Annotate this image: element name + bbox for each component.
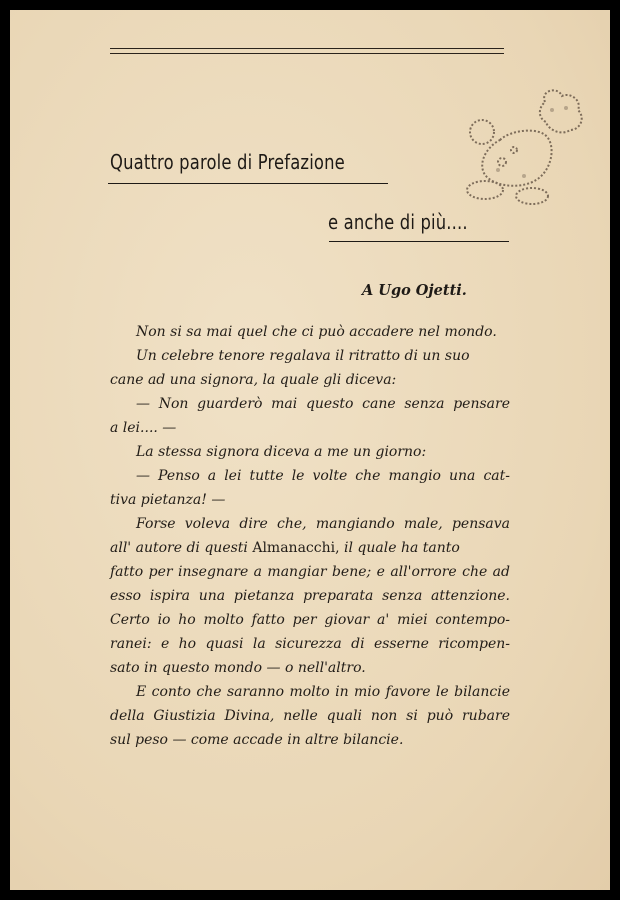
text-line: esso ispira una pietanza preparata senza attenzione. (110, 588, 510, 604)
text-line: sato in questo mondo — o nell'altro. (110, 660, 366, 676)
text-span: all' autore di questi (110, 540, 253, 556)
heading-line-1: Quattro parole di Prefazione (110, 150, 345, 174)
text-span: il quale ha tanto (339, 540, 460, 556)
text-line: Un celebre tenore regalava il ritratto di un suo (136, 348, 470, 364)
heading-underline-2 (329, 241, 509, 242)
body-text (110, 320, 510, 752)
dedication: A Ugo Ojetti. (362, 282, 467, 299)
text-line: Forse voleva dire che, mangiando male, pensava (136, 516, 510, 532)
text-line: fatto per insegnare a mangiar bene; e all'orrore che ad (110, 564, 510, 580)
text-line: cane ad una signora, la quale gli diceva: (110, 372, 397, 388)
text-line: — Non guarderò mai questo cane senza pensare (136, 396, 510, 412)
book-page (10, 10, 610, 890)
text-line: Certo io ho molto fatto per giovar a' miei contempo- (110, 612, 510, 628)
text-line: Non si sa mai quel che ci può accadere nel mondo. (136, 324, 497, 340)
text-line: tiva pietanza! — (110, 492, 226, 508)
text-line: ranei: e ho quasi la sicurezza di esserne ricompen- (110, 636, 510, 652)
text-line: — Penso a lei tutte le volte che mangio una cat- (136, 468, 510, 484)
dog-stamp-icon (440, 80, 590, 210)
heading-line-2: e anche di più.... (328, 210, 468, 234)
top-rule (110, 48, 504, 49)
text-line: sul peso — come accade in altre bilancie. (110, 732, 404, 748)
text-line: a lei.... — (110, 420, 177, 436)
top-rule-thin (110, 53, 504, 54)
text-line: La stessa signora diceva a me un giorno: (136, 444, 427, 460)
text-line-mixed (110, 536, 510, 560)
text-span-roman: Almanacchi, (252, 540, 340, 556)
heading-underline-1 (108, 183, 388, 184)
text-line: E conto che saranno molto in mio favore le bilancie (136, 684, 510, 700)
text-line: della Giustizia Divina, nelle quali non si può rubare (110, 708, 510, 724)
